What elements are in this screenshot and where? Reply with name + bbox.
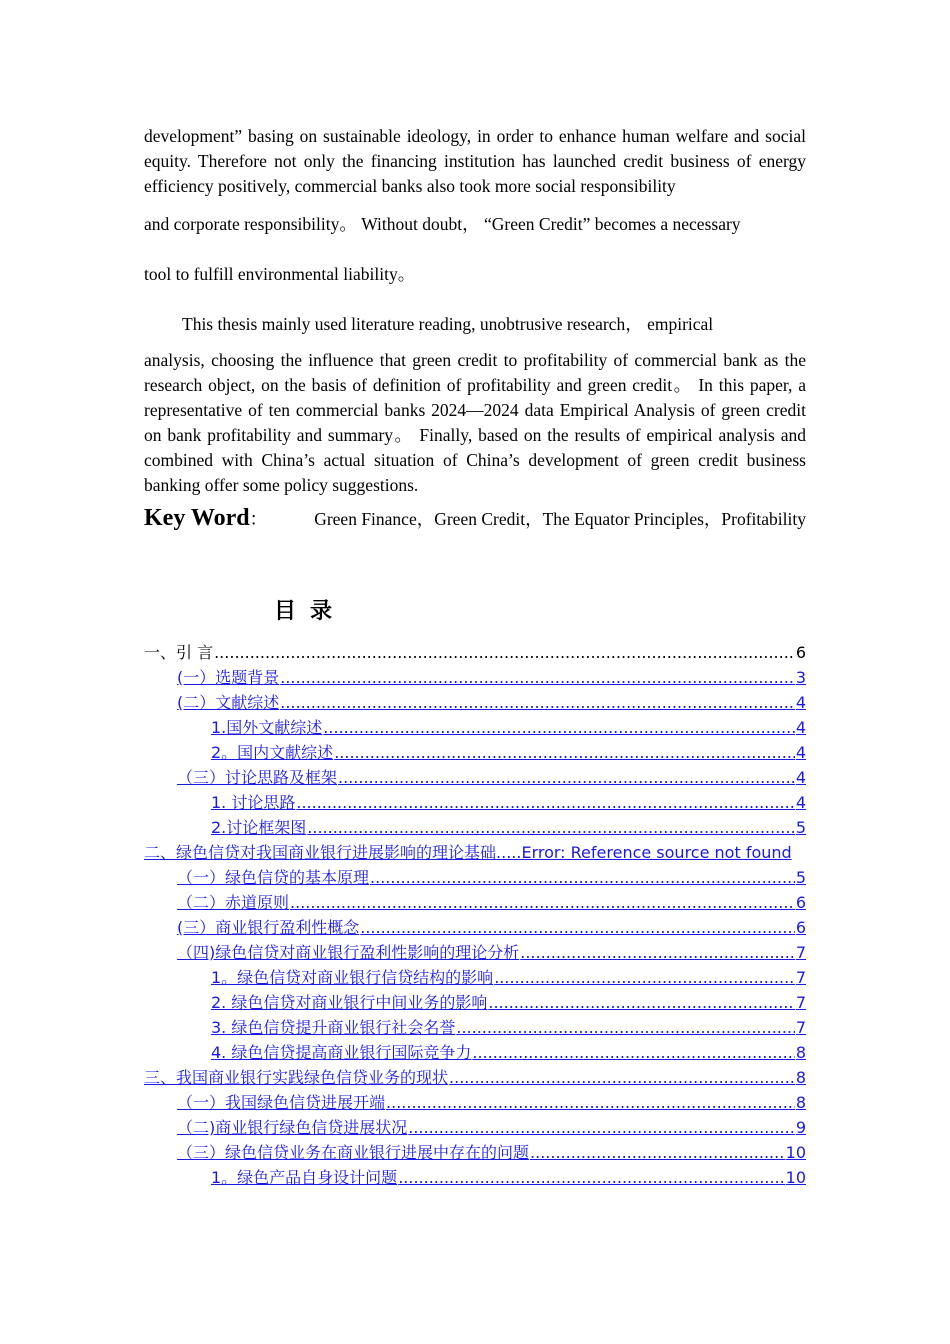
toc-entry[interactable] [144,1140,806,1165]
toc-leader [408,1115,795,1140]
toc-leader [334,740,795,765]
toc-entry-title: (一）选题背景 [177,668,280,687]
toc-entry[interactable] [144,915,806,940]
toc-leader [214,640,795,665]
toc-entry-title: 三、我国商业银行实践绿色信贷业务的现状 [144,1068,449,1087]
table-of-contents [144,640,806,1190]
toc-entry[interactable] [144,1165,806,1190]
toc-entry-page: 5 [795,818,806,837]
toc-leader [360,915,795,940]
toc-entry-page: 8 [795,1068,806,1087]
toc-entry-title: （三）讨论思路及框架 [177,768,338,787]
abstract-line: and corporate responsibility。 Without doubt， “Green Credit” becomes a necessary [144,214,741,234]
toc-title: 目录 [274,599,347,624]
toc-entry-page: 6 [795,643,806,662]
toc-entry[interactable] [144,640,806,665]
toc-entry[interactable] [144,1015,806,1040]
toc-entry-title: （一）我国绿色信贷进展开端 [177,1093,386,1112]
keywords-terms: Green Finance，Green Credit，The Equator Principles，Profitability [314,509,806,529]
toc-entry-title: 3. 绿色信贷提升商业银行社会名誉 [211,1018,456,1037]
toc-entry-page: 6 [795,893,806,912]
toc-entry-page: 8 [795,1093,806,1112]
toc-entry-title: 二、绿色信贷对我国商业银行进展影响的理论基础 [144,843,497,862]
toc-entry-page: 7 [795,993,806,1012]
toc-entry-page: 4 [795,768,806,787]
toc-entry[interactable] [144,1115,806,1140]
toc-entry[interactable] [144,740,806,765]
keywords-separator: ： [249,509,268,529]
toc-entry-title: （四)绿色信贷对商业银行盈利性影响的理论分析 [177,943,520,962]
toc-entry-page: 10 [785,1143,806,1162]
toc-entry[interactable] [144,1065,806,1090]
toc-leader [370,865,795,890]
toc-entry-page: 7 [795,943,806,962]
toc-entry[interactable] [144,690,806,715]
toc-entry-page: 7 [795,968,806,987]
toc-entry-page: 8 [795,1043,806,1062]
toc-entry-page: 4 [795,693,806,712]
toc-entry-page: 7 [795,1018,806,1037]
toc-entry-page: 9 [795,1118,806,1137]
toc-entry-page: 3 [795,668,806,687]
toc-leader [280,690,795,715]
toc-entry-title: 1.国外文献综述 [211,718,323,737]
toc-entry-title: 1. 讨论思路 [211,793,296,812]
toc-entry-title: 4. 绿色信贷提高商业银行国际竞争力 [211,1043,472,1062]
toc-entry-title: 2. 绿色信贷对商业银行中间业务的影响 [211,993,488,1012]
keywords-label: Key Word [144,505,250,531]
toc-leader [386,1090,795,1115]
toc-entry-title: 1。绿色产品自身设计问题 [211,1168,398,1187]
toc-entry[interactable] [144,840,806,865]
abstract-section [144,124,806,498]
toc-entry[interactable] [144,765,806,790]
toc-entry-title: 1。绿色信贷对商业银行信贷结构的影响 [211,968,494,987]
toc-leader [398,1165,784,1190]
toc-leader [449,1065,795,1090]
toc-entry[interactable] [144,965,806,990]
toc-leader [472,1040,794,1065]
keywords-line [144,505,806,532]
toc-entry-title: （二）赤道原则 [177,893,290,912]
toc-entry-page: 5 [795,868,806,887]
toc-entry[interactable] [144,990,806,1015]
abstract-paragraph-1: development” basing on sustainable ideology, in order to enhance human welfare and social equity. Therefore not only the financing institution has launched credit business of energy efficiency positively, commercial banks also took more social responsibility [144,126,806,196]
toc-leader: ..... [496,843,522,862]
toc-leader [280,665,795,690]
toc-entry-title: 2.讨论框架图 [211,818,307,837]
toc-entry-title: 一、引 言 [144,643,214,662]
toc-leader [494,965,795,990]
abstract-paragraph-2-start: This thesis mainly used literature reading, unobtrusive research， empirical [182,314,714,334]
toc-entry-page: 4 [795,718,806,737]
toc-entry-page: 4 [795,793,806,812]
toc-leader [456,1015,794,1040]
toc-entry-title: (三）商业银行盈利性概念 [177,918,360,937]
toc-leader [307,815,795,840]
toc-entry[interactable] [144,1090,806,1115]
toc-entry-page: Error: Reference source not found [521,843,792,862]
toc-entry[interactable] [144,815,806,840]
toc-leader [323,715,795,740]
toc-entry-page: 10 [785,1168,806,1187]
toc-leader [520,940,795,965]
toc-entry[interactable] [144,715,806,740]
toc-leader [488,990,794,1015]
toc-entry-title: （二)商业银行绿色信贷进展状况 [177,1118,408,1137]
toc-entry-title: （一）绿色信贷的基本原理 [177,868,370,887]
toc-entry[interactable] [144,890,806,915]
toc-entry[interactable] [144,1040,806,1065]
toc-entry[interactable] [144,790,806,815]
toc-entry-page: 6 [795,918,806,937]
toc-leader [296,790,794,815]
toc-entry[interactable] [144,940,806,965]
toc-entry-title: (二）文献综述 [177,693,280,712]
toc-entry-title: （三）绿色信贷业务在商业银行进展中存在的问题 [177,1143,530,1162]
toc-entry[interactable] [144,865,806,890]
abstract-paragraph-2: analysis, choosing the influence that green credit to profitability of commercial bank as the research object, on the basis of definition of profitability and green credit。 In this paper, a representative of ten commercial banks 2024—2024 data Empirical Analysis of green credit on bank profitability and summary。 Finally, based on the results of empirical analysis and combined with China’s actual situation of China’s development of green credit business banking offer some policy suggestions. [144,350,806,495]
toc-entry-title: 2。国内文献综述 [211,743,334,762]
abstract-line: tool to fulfill environmental liability。 [144,264,416,284]
toc-leader [338,765,795,790]
toc-entry[interactable] [144,665,806,690]
toc-entry-page: 4 [795,743,806,762]
toc-leader [290,890,795,915]
toc-leader [530,1140,785,1165]
